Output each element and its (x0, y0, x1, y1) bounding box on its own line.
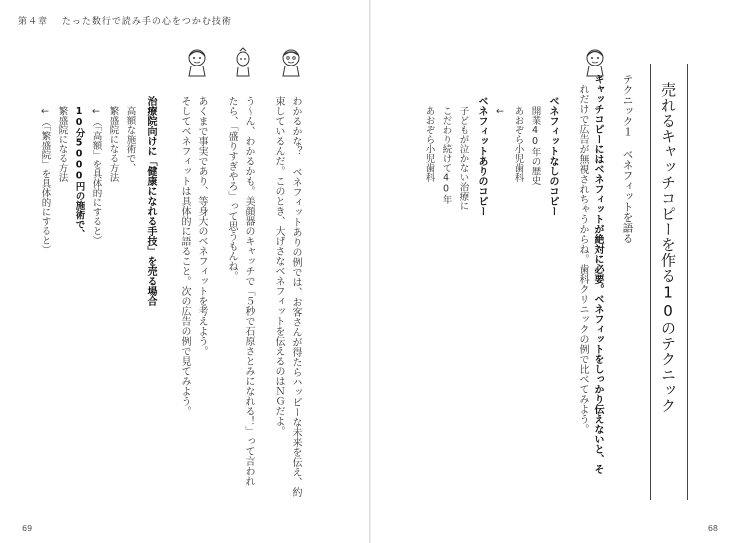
dialogue-line-2: 束しているんだ。このとき、大げさなベネフィットを伝えるのはＮＧだよ。 (273, 96, 284, 436)
dialogue-line-5: あくまで事実であり、等身大のベネフィットを考えよう。 (196, 96, 207, 356)
character-teacher-icon (278, 47, 304, 77)
chapter-header (18, 14, 242, 27)
with-line-3: あおぞら小児歯科 (423, 106, 435, 182)
with-line-2: こだわり続けて40年 (440, 106, 452, 204)
section-title: 売れるキャッチコピーを作る10のテクニック (659, 82, 677, 414)
example-line-4: 10分5000円の施術で、 (73, 106, 85, 239)
technique-label: テクニック１ ベネフィットを語る (621, 74, 634, 244)
intro-line-1-text: キャッチコピーにはベネフィットが絶対に必要。ベネフィットをしっかり伝えないと、そ (592, 74, 603, 474)
intro-line-2: れだけで広告が無視されちゃうからね。歯科クリニックの例で比べてみよう。 (577, 84, 588, 434)
page-gutter (369, 0, 371, 543)
character-girl-small-icon (184, 47, 210, 77)
page-number-left: 69 (22, 524, 33, 533)
chapter-title: たった数行で読み手の心をつかむ技術 (61, 17, 232, 27)
dialogue-line-1: わかるかな？ ベネフィットありの例では、お客さんが得たらハッピーな未来を伝え、約 (290, 96, 301, 497)
without-line-1: 開業40年の歴史 (529, 106, 541, 185)
without-benefit-heading: ベネフィットなしのコピー (547, 96, 558, 216)
dialogue-line-6: そしてベネフィットは具体的に語ること。次の広告の例で見てみよう。 (179, 96, 190, 416)
dialogue-line-4: たら、「盛りすぎやろ」って思うもんね。 (226, 96, 237, 281)
intro-line-1 (592, 74, 602, 474)
character-boy-icon (232, 47, 254, 77)
example-line-6: ←（「繁盛院」を具体的にすると） (39, 106, 51, 255)
example-line-3: ←（「高額」を具体的にすると） (90, 106, 102, 246)
example-heading: 治療院向けに「健康になれる手技」を売る場合 (145, 96, 156, 306)
chapter-label: 第４章 (18, 17, 49, 27)
arrow-glyph: ← (494, 106, 506, 117)
example-line-5: 繁盛院になる方法 (56, 106, 68, 182)
example-line-2: 繁盛院になる方法 (107, 106, 119, 182)
page-number-right: 68 (707, 524, 718, 533)
with-benefit-heading: ベネフィットありのコピー (476, 96, 487, 216)
without-line-2: あおぞら小児歯科 (512, 106, 524, 182)
with-line-1: 子どもが泣かない治療に (457, 106, 469, 211)
dialogue-line-3: う～ん、わかるかも。美顔器のキャッチで「５秒で石原さとみになれる！」って言われ (243, 96, 254, 486)
character-girl-icon (582, 47, 608, 77)
example-line-1: 高額な施術で、 (124, 106, 136, 173)
